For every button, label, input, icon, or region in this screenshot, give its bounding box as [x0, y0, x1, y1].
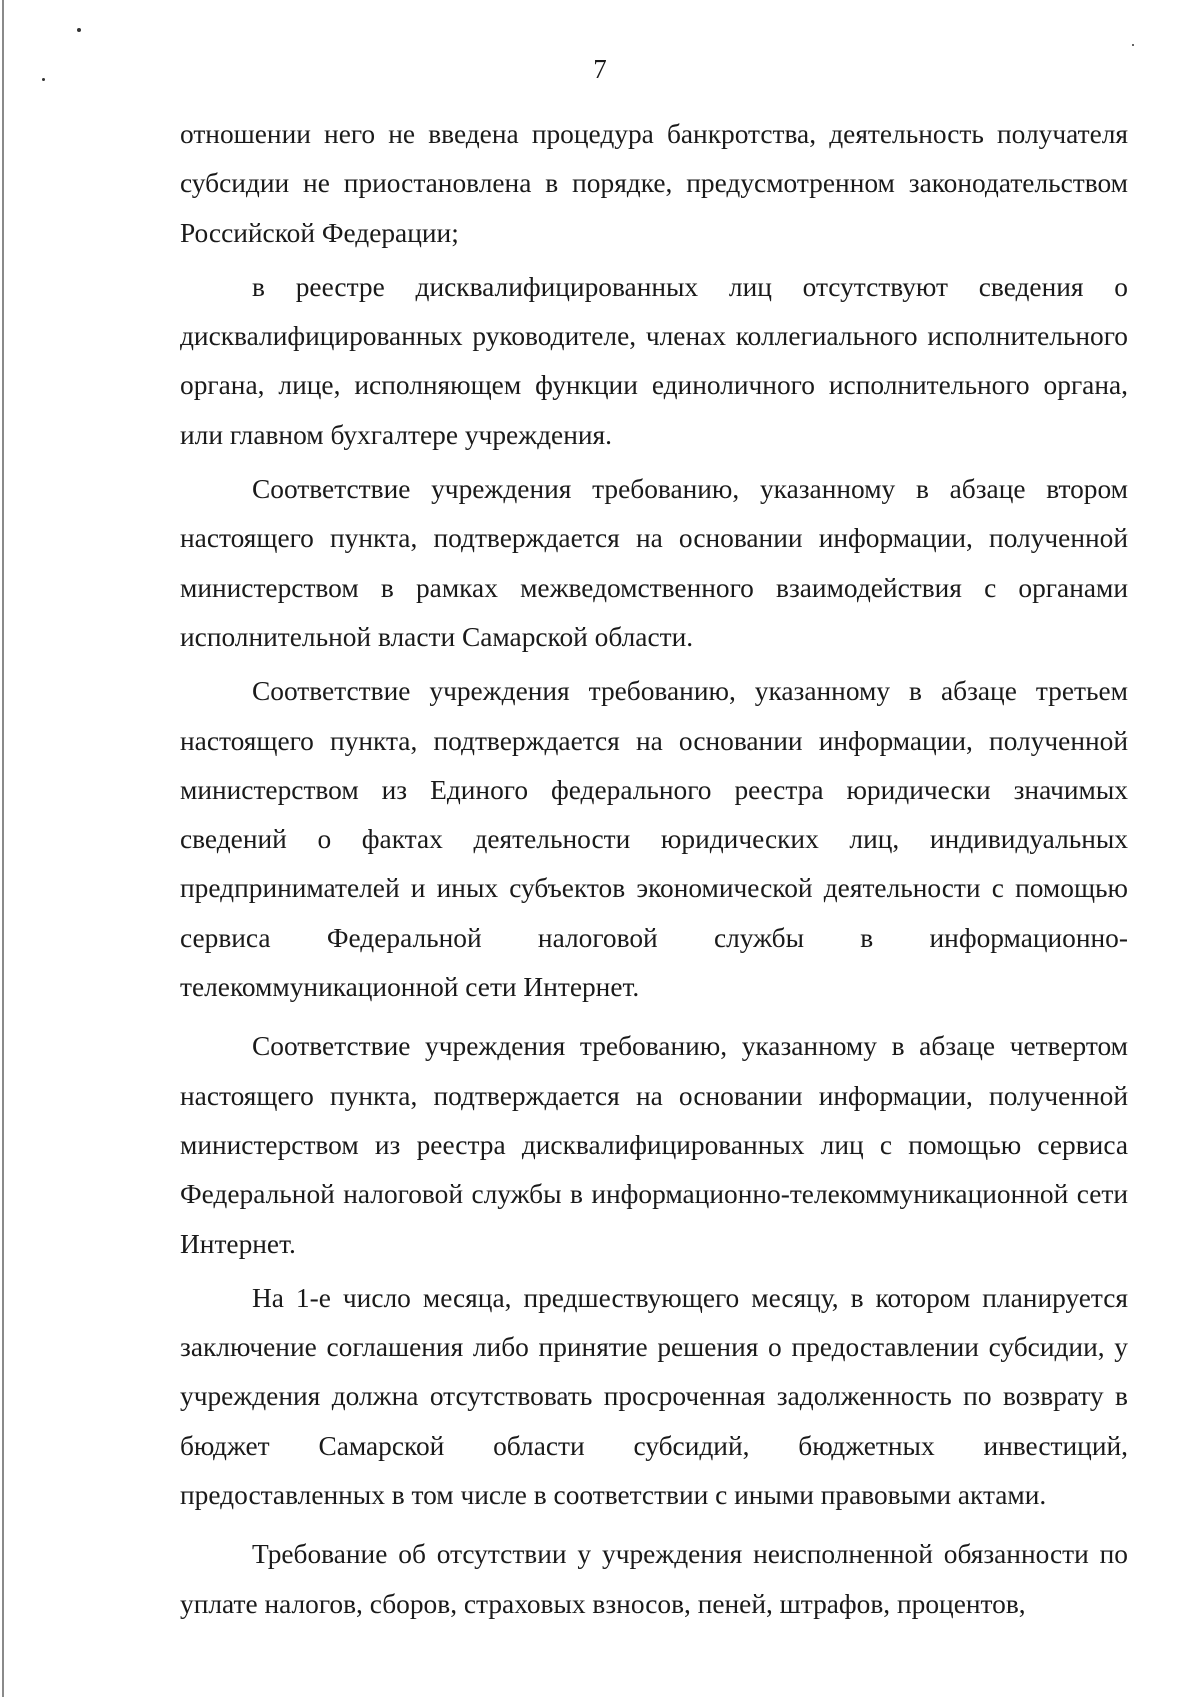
- document-body: [180, 110, 1128, 1629]
- paragraph-compliance-third: Соответствие учреждения требованию, указанному в абзаце третьем настоящего пункта, подтверждается на основании информации, полученной министерством из Единого федерального реестра юридически значимых сведений о фактах деятельности юридических лиц, индивидуальных предпринимателей и иных субъектов экономической деятельности с помощью сервиса Федеральной налоговой службы в информационно-телекоммуникационной сети Интернет.: [180, 676, 1128, 1003]
- paragraph-tax-requirement: Требование об отсутствии у учреждения неисполненной обязанности по уплате налогов, сборов, страховых взносов, пеней, штрафов, процентов,: [180, 1539, 1128, 1619]
- scan-speck: [77, 28, 81, 32]
- page-number: 7: [593, 54, 607, 84]
- paragraph-disqualified-registry: в реестре дисквалифицированных лиц отсутствуют сведения о дисквалифицированных руководителе, членах коллегиального исполнительного органа, лице, исполняющем функции единоличного исполнительного органа, или главном бухгалтере учреждения.: [180, 271, 1128, 450]
- paragraph-continuation: отношении него не введена процедура банкротства, деятельность получателя субсидии не приостановлена в порядке, предусмотренном законодательством Российской Федерации;: [180, 119, 1128, 248]
- paragraph-compliance-fourth: Соответствие учреждения требованию, указанному в абзаце четвертом настоящего пункта, подтверждается на основании информации, полученной министерством из реестра дисквалифицированных лиц с помощью сервиса Федеральной налоговой службы в информационно-телекоммуникационной сети Интернет.: [180, 1031, 1128, 1259]
- scan-speck: [1132, 44, 1134, 46]
- paragraph-compliance-second: Соответствие учреждения требованию, указанному в абзаце втором настоящего пункта, подтверждается на основании информации, полученной министерством в рамках межведомственного взаимодействия с органами исполнительной власти Самарской области.: [180, 474, 1128, 652]
- paragraph-overdue-debt: На 1-е число месяца, предшествующего месяцу, в котором планируется заключение соглашения либо принятие решения о предоставлении субсидии, у учреждения должна отсутствовать просроченная задолженность по возврату в бюджет Самарской области субсидий, бюджетных инвестиций, предоставленных в том числе в соответствии с иными правовыми актами.: [180, 1282, 1128, 1511]
- scan-edge-line: [2, 0, 4, 1697]
